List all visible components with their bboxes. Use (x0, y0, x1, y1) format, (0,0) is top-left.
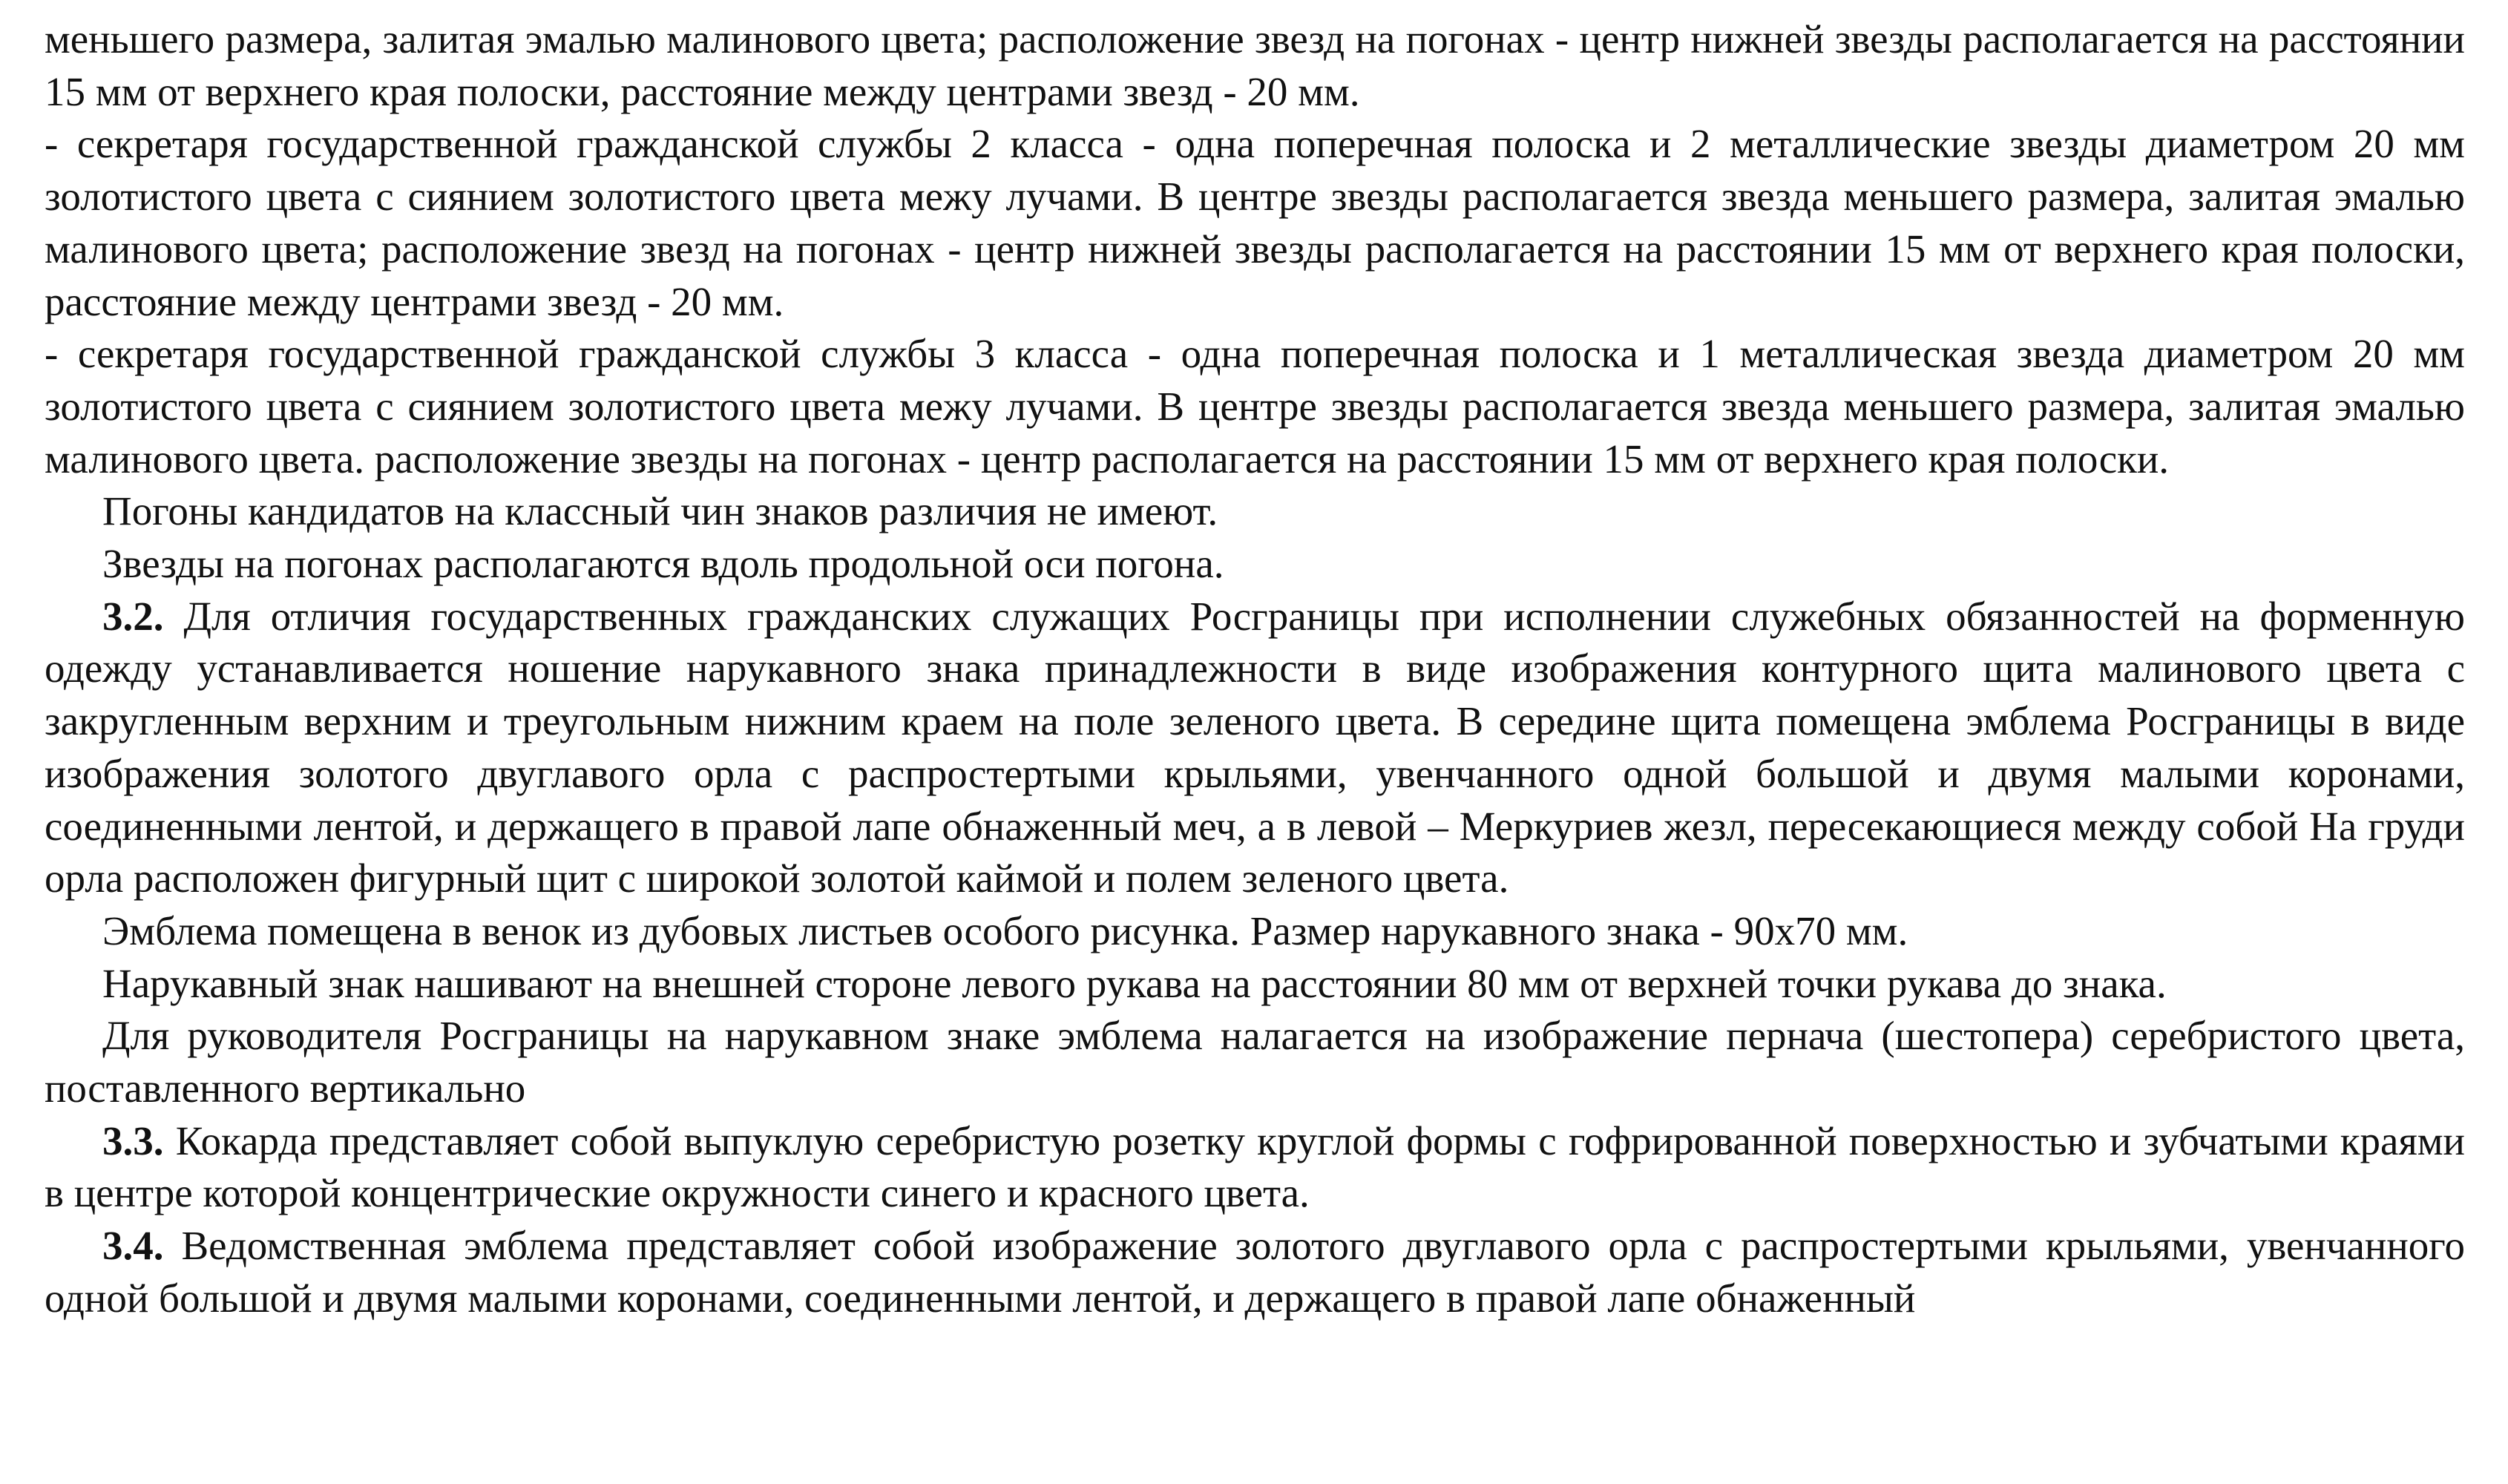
paragraph-text: Звезды на погонах располагаются вдоль продольной оси погона. (102, 541, 1224, 587)
paragraph-emblem-wreath (45, 905, 2465, 958)
paragraph-candidates (45, 485, 2465, 538)
paragraph-text: Эмблема помещена в венок из дубовых листьев особого рисунка. Размер нарукавного знака - 90х70 мм. (102, 907, 1908, 953)
paragraph-rank-class-2 (45, 118, 2465, 328)
paragraph-sleeve-badge-placement (45, 958, 2465, 1011)
paragraph-section-3-4 (45, 1220, 2465, 1324)
section-number: 3.4. (102, 1223, 164, 1269)
paragraph-text: Ведомственная эмблема представляет собой изображение золотого двуглавого орла с распростертыми крыльями, увенчанного одной большой и двумя малыми коронами, соединенными лентой, и держащего в правой лапе обнаженный (45, 1223, 2465, 1321)
paragraph-rank-class-3 (45, 328, 2465, 485)
paragraph-head-badge (45, 1010, 2465, 1114)
paragraph-text: Погоны кандидатов на классный чин знаков различия не имеют. (102, 488, 1218, 534)
paragraph-text: меньшего размера, залитая эмалью малинового цвета; расположение звезд на погонах - центр нижней звезды располагается на расстоянии 15 мм от верхнего края полоски, расстояние между центрами звезд - 20 мм. (45, 16, 2465, 114)
paragraph-section-3-2 (45, 591, 2465, 905)
paragraph-text: Нарукавный знак нашивают на внешней стороне левого рукава на расстоянии 80 мм от верхней точки рукава до знака. (102, 960, 2167, 1006)
paragraph-section-3-3 (45, 1115, 2465, 1220)
paragraph-text: - секретаря государственной гражданской службы 2 класса - одна поперечная полоска и 2 металлические звезды диаметром 20 мм золотистого цвета с сиянием золотистого цвета межу лучами. В центре звезды располагается звезда меньшего размера, залитая эмалью малинового цвета; расположение звезд на погонах - центр нижней звезды располагается на расстоянии 15 мм от верхнего края полоски, расстояние между центрами звезд - 20 мм. (45, 121, 2465, 324)
paragraph-stars-axis (45, 538, 2465, 591)
paragraph-text: Для отличия государственных гражданских служащих Росграницы при исполнении служебных обязанностей на форменную одежду устанавливается ношение нарукавного знака принадлежности в виде изображения контурного щита малинового цвета с закругленным верхним и треугольным нижним краем на поле зеленого цвета. В середине щита помещена эмблема Росграницы в виде изображения золотого двуглавого орла с распростертыми крыльями, увенчанного одной большой и двумя малыми коронами, соединенными лентой, и держащего в правой лапе обнаженный меч, а в левой – Меркуриев жезл, пересекающиеся между собой На груди орла расположен фигурный щит с широкой золотой каймой и полем зеленого цвета. (45, 593, 2465, 902)
paragraph-text: Для руководителя Росграницы на нарукавном знаке эмблема налагается на изображение пернача (шестопера) серебристого цвета, поставленного вертикально (45, 1013, 2465, 1112)
section-number: 3.2. (102, 593, 164, 639)
paragraph-rank-1-continuation (45, 13, 2465, 118)
paragraph-text: Кокарда представляет собой выпуклую серебристую розетку круглой формы с гофрированной поверхностью и зубчатыми краями в центре которой концентрические окружности синего и красного цвета. (45, 1117, 2465, 1216)
section-number: 3.3. (102, 1117, 164, 1163)
paragraph-text: - секретаря государственной гражданской службы 3 класса - одна поперечная полоска и 1 металлическая звезда диаметром 20 мм золотистого цвета с сиянием золотистого цвета межу лучами. В центре звезды располагается звезда меньшего размера, залитая эмалью малинового цвета. расположение звезды на погонах - центр располагается на расстоянии 15 мм от верхнего края полоски. (45, 331, 2465, 482)
